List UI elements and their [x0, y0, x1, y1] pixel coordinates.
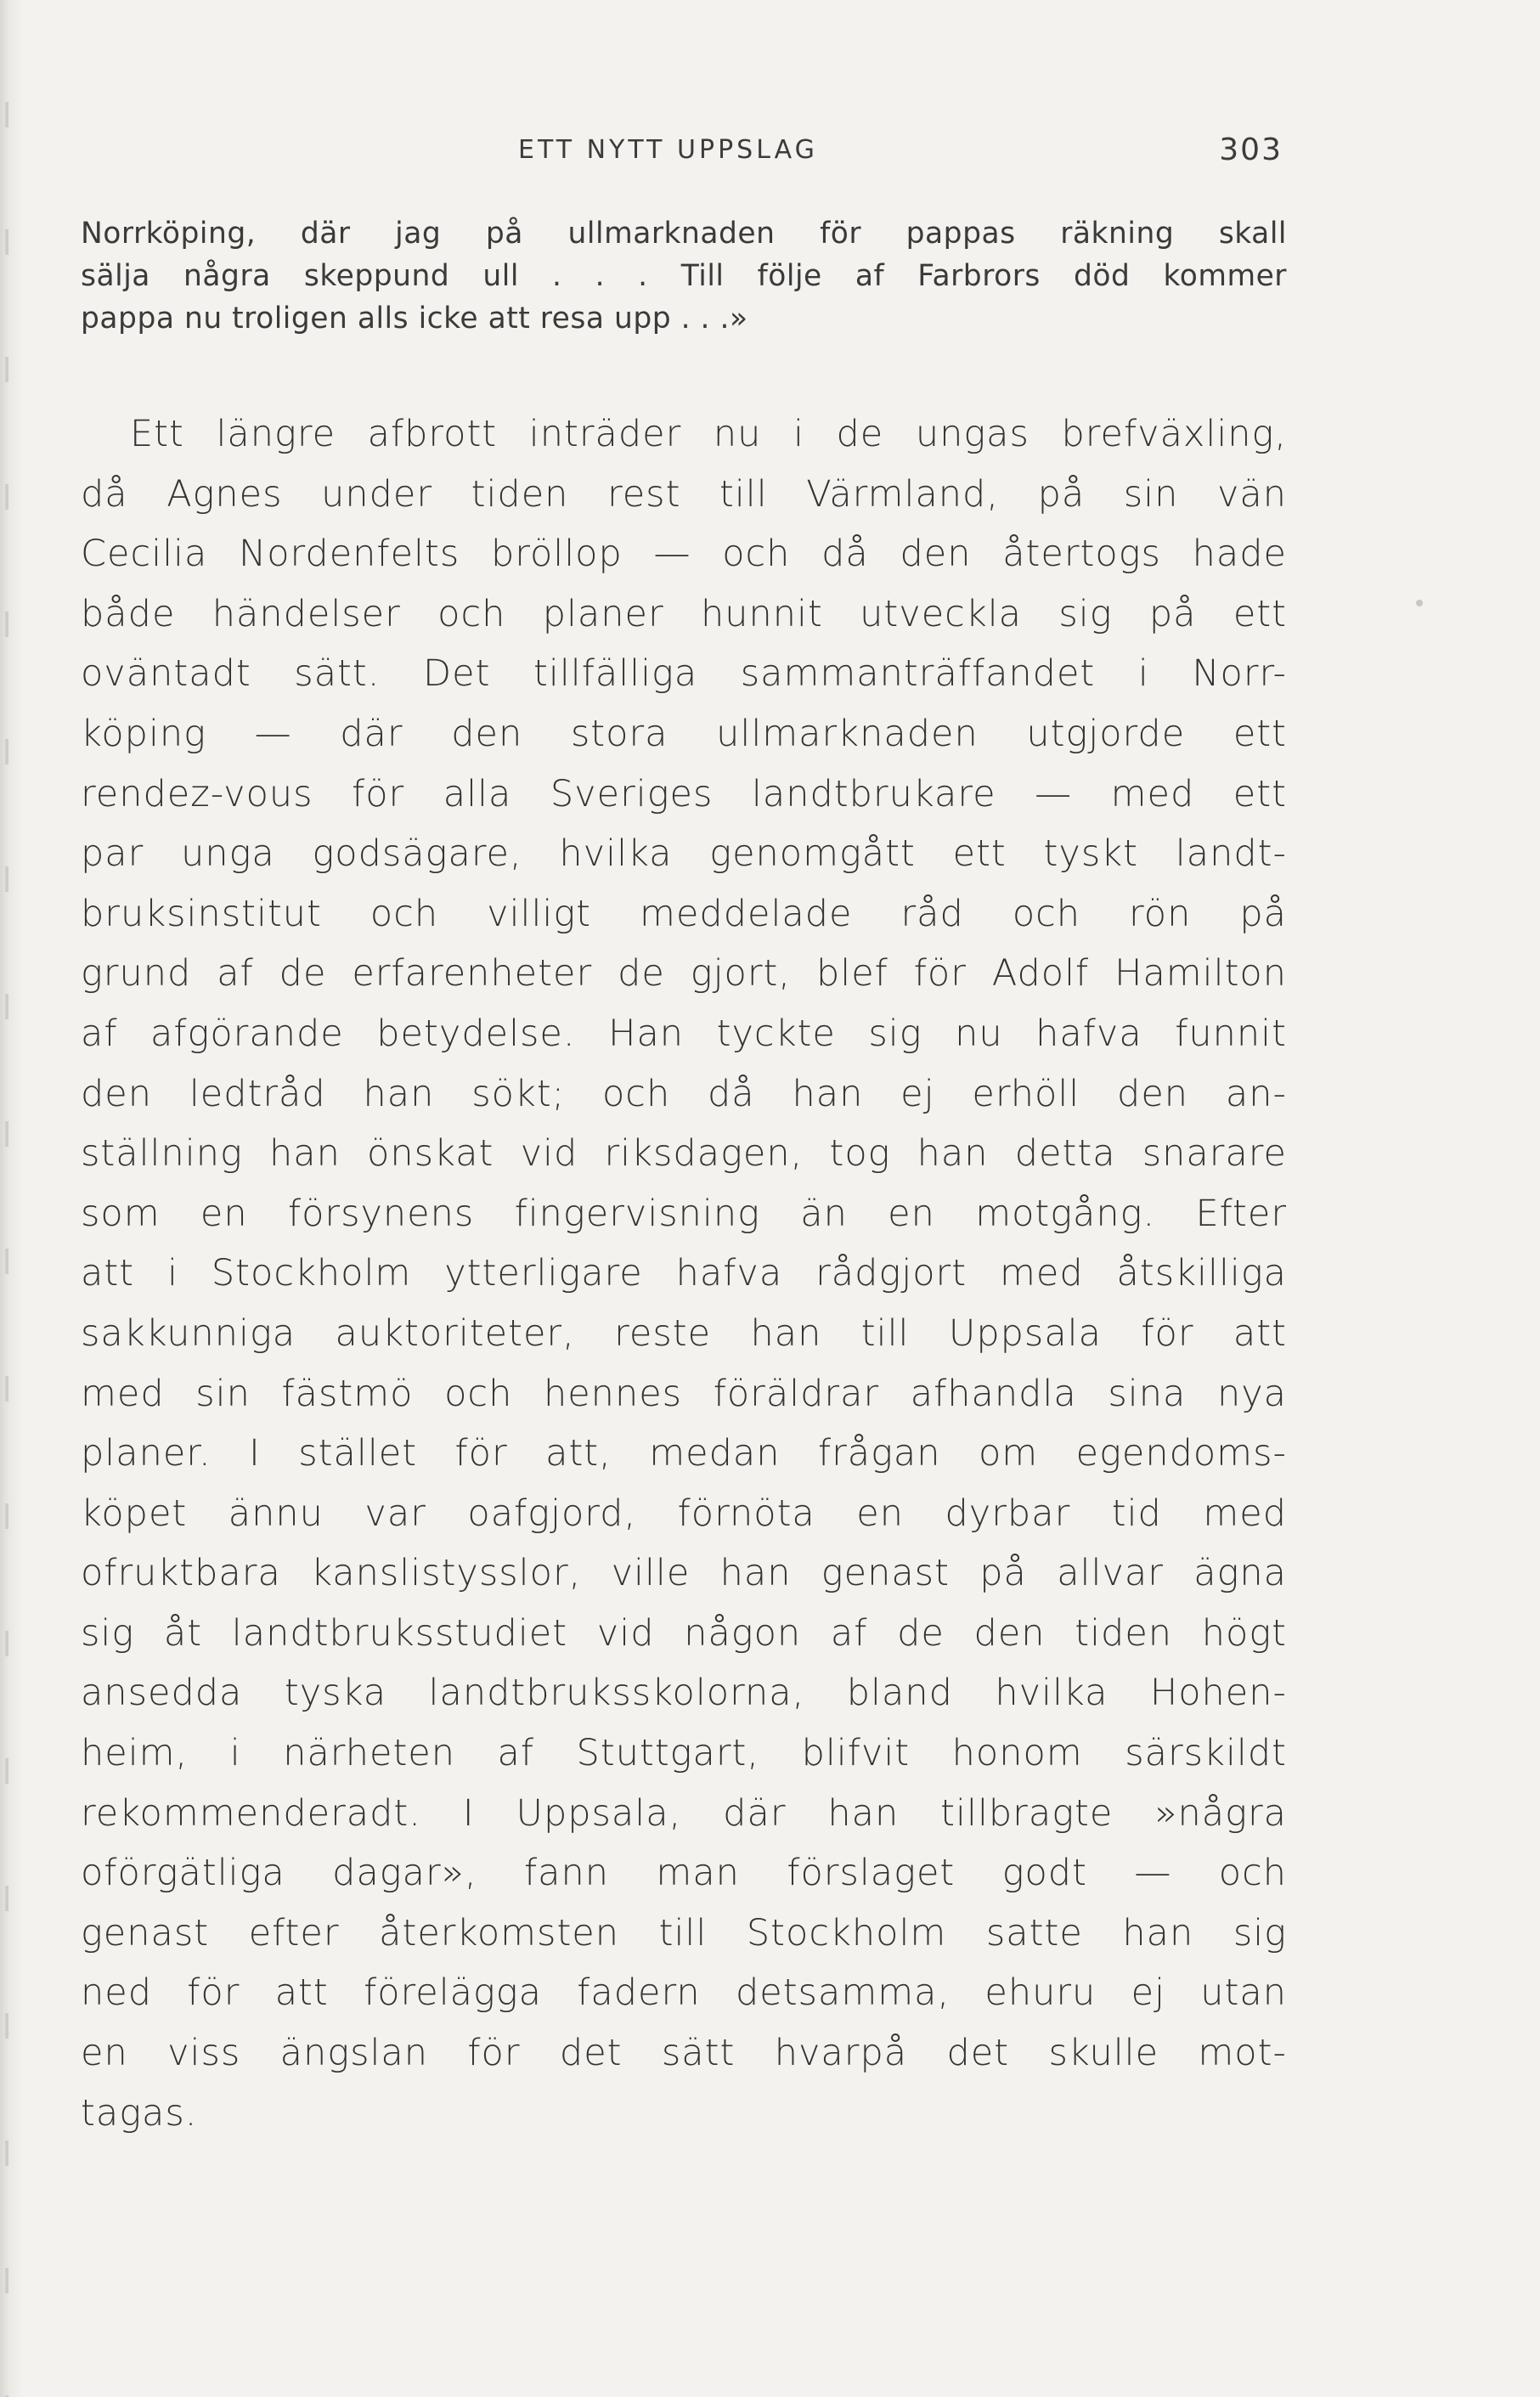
- paragraph-line: rekommenderadt. I Uppsala, där han tillbragte »några: [81, 1791, 1287, 1835]
- paragraph-line: ofruktbara kanslistysslor, ville han genast på allvar ägna: [81, 1552, 1287, 1595]
- page-header: [76, 129, 1283, 172]
- paragraph-line: köping — där den stora ullmarknaden utgjorde ett: [81, 712, 1287, 755]
- paragraph-line: ned för att förelägga fadern detsamma, ehuru ej utan: [81, 1971, 1287, 2015]
- spine-shadow: [5, 0, 8, 2397]
- paragraph-line: med sin fästmö och hennes föräldrar afhandla sina nya: [81, 1372, 1287, 1415]
- quote-line: pappa nu troligen alls icke att resa upp . . .»: [81, 302, 748, 336]
- paragraph-line: den ledtråd han sökt; och då han ej erhöll den an-: [81, 1072, 1287, 1115]
- paragraph-line: Ett längre afbrott inträder nu i de ungas brefväxling,: [130, 413, 1287, 455]
- body-paragraph: [81, 404, 1287, 2143]
- quote-line: sälja några skeppund ull . . . Till följe af Farbrors död kommer: [81, 259, 1287, 293]
- paragraph-line: både händelser och planer hunnit utveckla sig på ett: [81, 592, 1287, 635]
- paragraph-line: en viss ängslan för det sätt hvarpå det skulle mot-: [81, 2032, 1287, 2075]
- paragraph-line: ställning han önskat vid riksdagen, tog han detta snarare: [81, 1132, 1287, 1176]
- paragraph-line: bruksinstitut och villigt meddelade råd och rön på: [81, 892, 1287, 935]
- paragraph-line: rendez-vous för alla Sveriges landtbrukare — med ett: [81, 772, 1287, 815]
- paragraph-line: ansedda tyska landtbruksskolorna, bland hvilka Hohen-: [81, 1672, 1287, 1715]
- quoted-letter-excerpt: [81, 212, 1287, 340]
- paragraph-line: Cecilia Nordenfelts bröllop — och då den återtogs hade: [81, 533, 1287, 576]
- paragraph-line: oförgätliga dagar», fann man förslaget godt — och: [81, 1852, 1287, 1895]
- quote-line: Norrköping, där jag på ullmarknaden för pappas räkning skall: [81, 217, 1287, 251]
- paragraph-line: af afgörande betydelse. Han tyckte sig nu hafva funnit: [81, 1012, 1287, 1055]
- paper-speck: [1416, 600, 1423, 606]
- paragraph-line: att i Stockholm ytterligare hafva rådgjort med åtskilliga: [81, 1252, 1287, 1295]
- page-edge: [0, 0, 22, 2397]
- paragraph-line: sakkunniga auktoriteter, reste han till Uppsala för att: [81, 1311, 1287, 1355]
- paragraph-line: då Agnes under tiden rest till Värmland, på sin vän: [81, 472, 1287, 516]
- running-title: ETT NYTT UPPSLAG: [518, 135, 818, 165]
- paragraph-line: grund af de erfarenheter de gjort, blef för Adolf Hamilton: [81, 952, 1287, 995]
- page-number: 303: [1219, 133, 1283, 167]
- paragraph-line: par unga godsägare, hvilka genomgått ett tyskt landt-: [81, 832, 1287, 876]
- paragraph-line: sig åt landtbruksstudiet vid någon af de den tiden högt: [81, 1611, 1287, 1655]
- paragraph-line: oväntadt sätt. Det tillfälliga sammanträffandet i Norr-: [81, 652, 1287, 696]
- paragraph-line: köpet ännu var oafgjord, förnöta en dyrbar tid med: [81, 1492, 1287, 1535]
- paragraph-line: tagas.: [81, 2091, 198, 2135]
- paragraph-line: genast efter återkomsten till Stockholm satte han sig: [81, 1911, 1287, 1954]
- paragraph-line: planer. I stället för att, medan frågan om egendoms-: [81, 1432, 1287, 1475]
- paragraph-line: som en försynens fingervisning än en motgång. Efter: [81, 1192, 1287, 1235]
- paragraph-line: heim, i närheten af Stuttgart, blifvit honom särskildt: [81, 1732, 1287, 1775]
